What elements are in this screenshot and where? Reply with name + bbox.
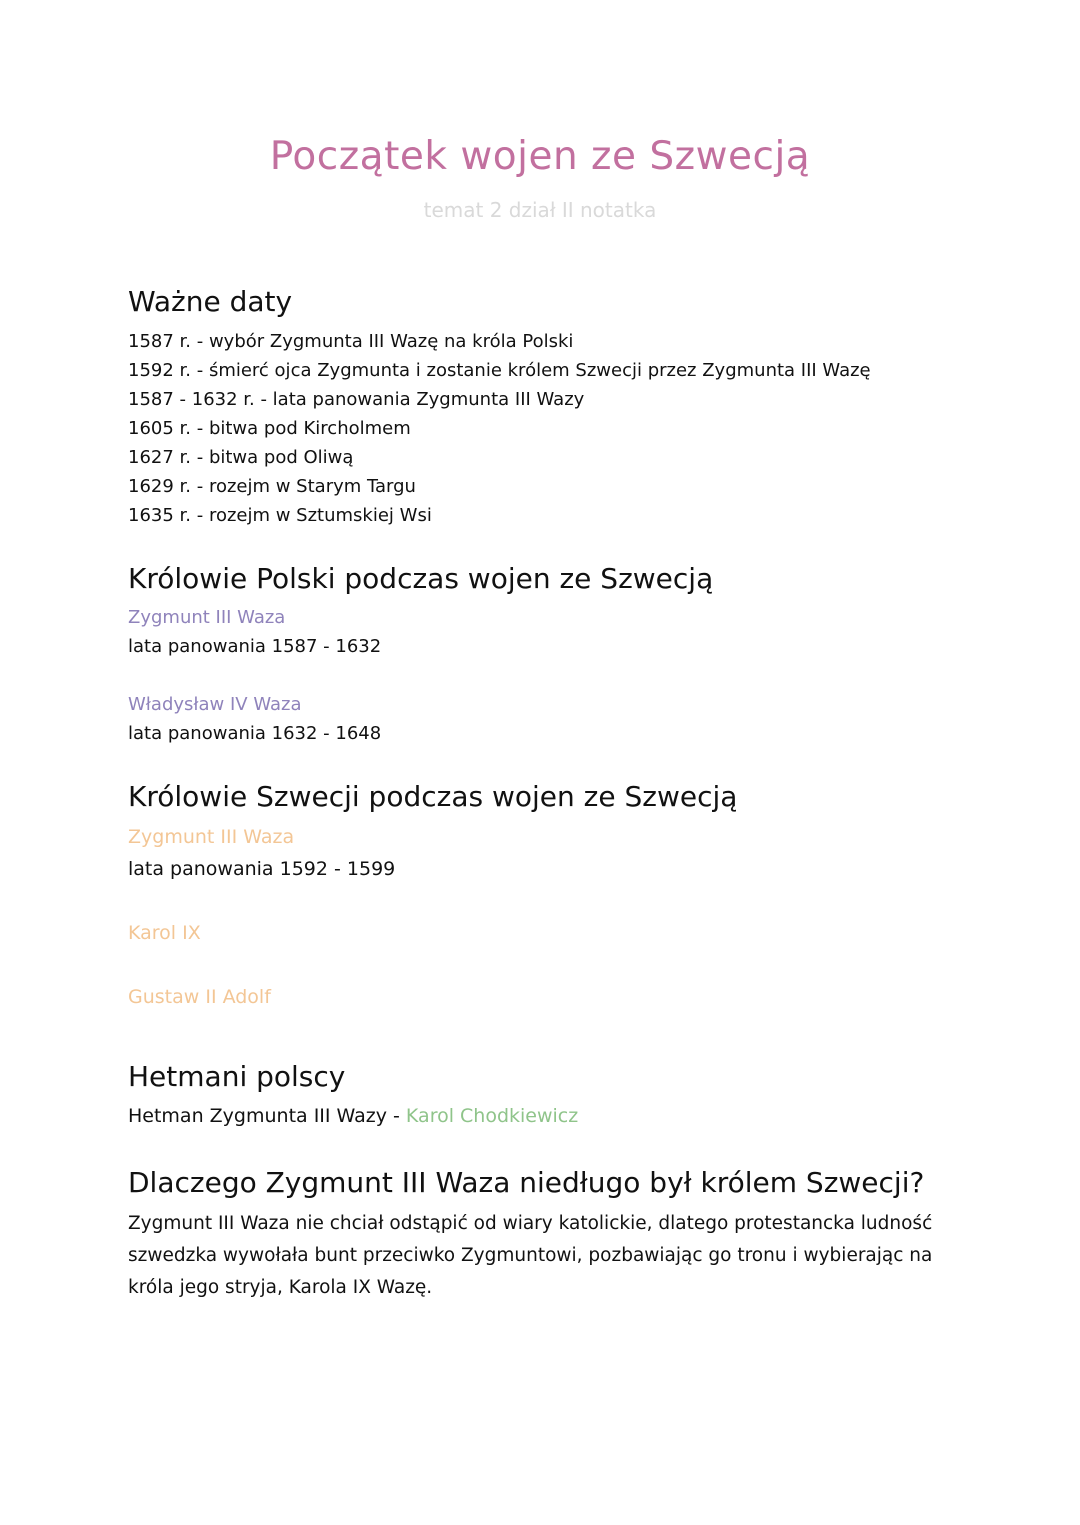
swedish-king-name: Zygmunt III Waza bbox=[128, 826, 295, 848]
page-subtitle: temat 2 dział II notatka bbox=[423, 198, 657, 222]
swedish-king-reign: lata panowania 1592 - 1599 bbox=[128, 858, 396, 880]
date-item: 1629 r. - rozejm w Starym Targu bbox=[128, 476, 416, 497]
heading-why: Dlaczego Zygmunt III Waza niedługo był królem Szwecji? bbox=[128, 1166, 925, 1199]
heading-dates: Ważne daty bbox=[128, 285, 293, 318]
polish-king-reign: lata panowania 1632 - 1648 bbox=[128, 723, 382, 744]
date-item: 1587 - 1632 r. - lata panowania Zygmunta III Wazy bbox=[128, 389, 585, 410]
polish-king-name: Zygmunt III Waza bbox=[128, 607, 286, 628]
date-item: 1635 r. - rozejm w Sztumskiej Wsi bbox=[128, 505, 432, 526]
date-item: 1592 r. - śmierć ojca Zygmunta i zostanie królem Szwecji przez Zygmunta III Wazę bbox=[128, 360, 871, 381]
page-title: Początek wojen ze Szwecją bbox=[269, 134, 811, 179]
heading-polish-kings: Królowie Polski podczas wojen ze Szwecją bbox=[128, 562, 714, 595]
date-item: 1627 r. - bitwa pod Oliwą bbox=[128, 447, 354, 468]
polish-king-reign: lata panowania 1587 - 1632 bbox=[128, 636, 382, 657]
date-item: 1605 r. - bitwa pod Kircholmem bbox=[128, 418, 411, 439]
heading-swedish-kings: Królowie Szwecji podczas wojen ze Szwecją bbox=[128, 780, 738, 813]
heading-hetmans: Hetmani polscy bbox=[128, 1060, 346, 1093]
hetman-line bbox=[128, 1104, 578, 1128]
polish-king-name: Władysław IV Waza bbox=[128, 694, 302, 715]
swedish-king-name: Karol IX bbox=[128, 922, 201, 944]
hetman-prefix: Hetman Zygmunta III Wazy - bbox=[128, 1105, 406, 1127]
hetman-name: Karol Chodkiewicz bbox=[405, 1105, 579, 1127]
date-item: 1587 r. - wybór Zygmunta III Wazę na króla Polski bbox=[128, 331, 574, 352]
swedish-king-name: Gustaw II Adolf bbox=[128, 986, 271, 1008]
why-paragraph: Zygmunt III Waza nie chciał odstąpić od wiary katolickie, dlatego protestancka ludność szwedzka wywołała bunt przeciwko Zygmuntowi, pozbawiając go tronu i wybierając na króla jego stryja, Karola IX Wazę. bbox=[128, 1213, 933, 1298]
